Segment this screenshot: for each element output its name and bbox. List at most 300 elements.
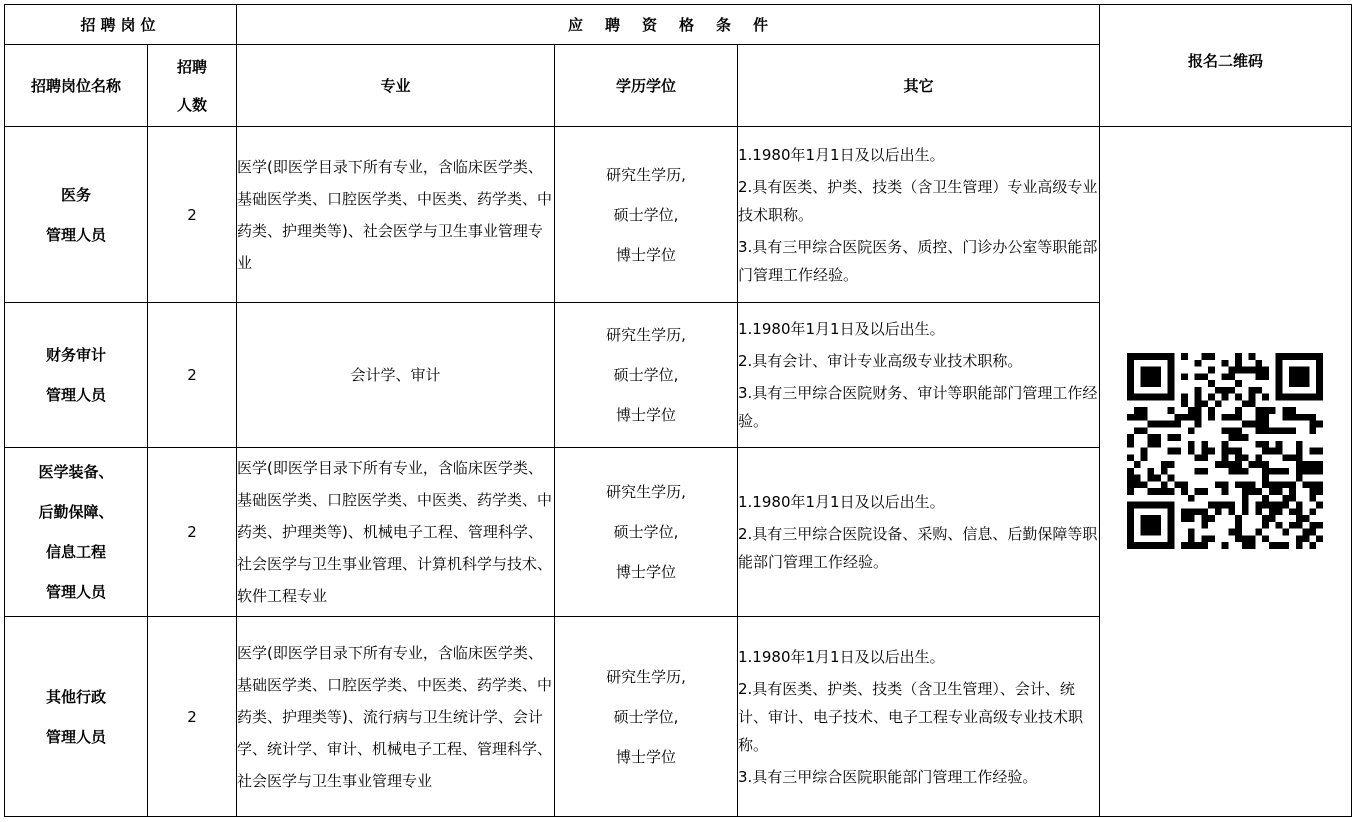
qr-module <box>1303 529 1310 536</box>
position-name-line: 医务 <box>60 185 91 204</box>
position-major: 会计学、审计 <box>237 303 555 448</box>
qr-module <box>1201 353 1208 360</box>
qr-module <box>1235 481 1242 488</box>
qr-module <box>1235 434 1242 441</box>
qr-module <box>1282 468 1289 475</box>
qr-module <box>1154 353 1161 360</box>
qr-module <box>1127 454 1134 461</box>
qr-module <box>1222 427 1229 434</box>
qr-module <box>1127 380 1134 387</box>
qr-module <box>1161 461 1168 468</box>
qr-module <box>1222 441 1229 448</box>
qr-module <box>1168 535 1175 542</box>
qr-module <box>1228 387 1235 394</box>
qr-module <box>1309 427 1316 434</box>
qr-module <box>1316 353 1323 360</box>
position-major: 医学(即医学目录下所有专业，含临床医学类、基础医学类、口腔医学类、中医类、药学类、中药类、护理类等)、机械电子工程、管理科学、社会医学与卫生事业管理、计算机科学与技术、软件工程专业 <box>237 448 555 617</box>
qr-module <box>1235 522 1242 529</box>
qr-module <box>1262 427 1269 434</box>
requirement-line: 3.具有三甲综合医院医务、质控、门诊办公室等职能部门管理工作经验。 <box>738 237 1098 284</box>
qr-module <box>1262 468 1269 475</box>
qr-module <box>1188 414 1195 421</box>
qr-module <box>1249 367 1256 374</box>
qr-module <box>1168 407 1175 414</box>
qr-module <box>1188 495 1195 502</box>
position-other <box>738 303 1100 448</box>
qr-module <box>1316 522 1323 529</box>
qr-module <box>1262 481 1269 488</box>
qr-module <box>1154 529 1161 536</box>
qr-module <box>1262 535 1269 542</box>
degree-line: 硕士学位, <box>613 205 679 224</box>
qr-module <box>1262 502 1269 509</box>
position-count: 2 <box>148 303 237 448</box>
requirement-line: 1.1980年1月1日及以后出生。 <box>738 493 945 511</box>
qr-module <box>1289 454 1296 461</box>
qr-module <box>1309 414 1316 421</box>
qr-module <box>1168 373 1175 380</box>
qr-module <box>1147 522 1154 529</box>
position-name <box>5 303 148 448</box>
qr-module <box>1242 400 1249 407</box>
degree-line: 硕士学位, <box>613 707 679 726</box>
qr-module <box>1242 481 1249 488</box>
qr-module <box>1262 373 1269 380</box>
qr-module <box>1141 542 1148 549</box>
qr-module <box>1316 387 1323 394</box>
qr-module <box>1168 461 1175 468</box>
qr-module <box>1249 542 1256 549</box>
qr-module <box>1147 367 1154 374</box>
qr-module <box>1303 468 1310 475</box>
qr-module <box>1316 481 1323 488</box>
degree-line: 研究生学历, <box>606 165 686 184</box>
qr-module <box>1276 360 1283 367</box>
qr-module <box>1168 421 1175 428</box>
qr-module <box>1188 508 1195 515</box>
position-name-line: 管理人员 <box>45 583 106 601</box>
qr-module <box>1127 387 1134 394</box>
qr-module <box>1154 488 1161 495</box>
qr-module <box>1296 380 1303 387</box>
qr-module <box>1208 353 1215 360</box>
qr-module <box>1316 461 1323 468</box>
qr-module <box>1215 400 1222 407</box>
qr-module <box>1296 448 1303 455</box>
qr-module <box>1154 434 1161 441</box>
degree-line: 研究生学历, <box>606 326 686 344</box>
requirement-line: 2.具有三甲综合医院设备、采购、信息、后勤保障等职能部门管理工作经验。 <box>738 525 1098 571</box>
qr-module <box>1134 407 1141 414</box>
qr-module <box>1262 515 1269 522</box>
qr-module <box>1303 394 1310 401</box>
qr-module <box>1127 360 1134 367</box>
qr-module <box>1188 441 1195 448</box>
qr-module <box>1222 448 1229 455</box>
qr-module <box>1269 407 1276 414</box>
header-qualification-group: 应聘资格条件 <box>237 5 1100 45</box>
qr-module <box>1316 488 1323 495</box>
position-degree <box>555 448 738 617</box>
qr-module <box>1147 515 1154 522</box>
qr-module <box>1161 502 1168 509</box>
registration-qr-code[interactable] <box>1127 353 1323 549</box>
qr-module <box>1154 373 1161 380</box>
requirement-line: 3.具有三甲综合医院财务、审计等职能部门管理工作经验。 <box>738 384 1098 430</box>
qr-module <box>1208 394 1215 401</box>
qr-module <box>1242 508 1249 515</box>
qr-module <box>1127 542 1134 549</box>
qr-module <box>1195 421 1202 428</box>
qr-module <box>1282 394 1289 401</box>
qr-module <box>1141 373 1148 380</box>
qr-module <box>1262 522 1269 529</box>
qr-module <box>1276 387 1283 394</box>
qr-module <box>1289 488 1296 495</box>
qr-module <box>1242 488 1249 495</box>
degree-line: 博士学位 <box>615 406 676 424</box>
qr-module <box>1262 414 1269 421</box>
qr-module <box>1168 529 1175 536</box>
qr-module <box>1262 461 1269 468</box>
qr-module <box>1316 502 1323 509</box>
qr-module <box>1141 427 1148 434</box>
qr-module <box>1303 373 1310 380</box>
qr-module <box>1316 421 1323 428</box>
qr-module <box>1147 488 1154 495</box>
qr-module <box>1235 454 1242 461</box>
qr-module <box>1154 441 1161 448</box>
qr-module <box>1181 414 1188 421</box>
qr-module <box>1161 421 1168 428</box>
qr-module <box>1316 367 1323 374</box>
qr-module <box>1296 475 1303 482</box>
qr-module <box>1161 353 1168 360</box>
qr-module <box>1262 448 1269 455</box>
qr-module <box>1168 488 1175 495</box>
qr-module <box>1249 421 1256 428</box>
position-name-line: 其他行政 <box>45 687 106 706</box>
qr-module <box>1195 394 1202 401</box>
qr-module <box>1195 488 1202 495</box>
qr-module <box>1215 508 1222 515</box>
qr-module <box>1262 441 1269 448</box>
qr-module <box>1276 488 1283 495</box>
qr-module <box>1181 400 1188 407</box>
qr-module <box>1242 434 1249 441</box>
qr-module <box>1174 434 1181 441</box>
qr-module <box>1262 407 1269 414</box>
qr-module <box>1309 488 1316 495</box>
qr-module <box>1228 373 1235 380</box>
qr-module <box>1262 475 1269 482</box>
qr-module <box>1215 387 1222 394</box>
header-col-degree: 学历学位 <box>555 45 738 127</box>
qr-module <box>1127 488 1134 495</box>
qr-module <box>1316 394 1323 401</box>
qr-module <box>1134 502 1141 509</box>
qr-module <box>1181 508 1188 515</box>
qr-module <box>1208 515 1215 522</box>
qr-module <box>1276 427 1283 434</box>
header-col-name: 招聘岗位名称 <box>5 45 148 127</box>
qr-module <box>1147 421 1154 428</box>
qr-module <box>1255 441 1262 448</box>
qr-module <box>1282 353 1289 360</box>
qr-module <box>1201 515 1208 522</box>
requirement-line: 1.1980年1月1日及以后出生。 <box>738 320 945 338</box>
qr-module <box>1228 367 1235 374</box>
qr-module <box>1228 468 1235 475</box>
qr-module <box>1201 468 1208 475</box>
qr-module <box>1276 542 1283 549</box>
qr-module <box>1168 522 1175 529</box>
qr-module <box>1289 481 1296 488</box>
qr-module <box>1141 454 1148 461</box>
qr-module <box>1282 407 1289 414</box>
qr-module <box>1269 468 1276 475</box>
qr-module <box>1195 373 1202 380</box>
qr-module <box>1282 414 1289 421</box>
qr-module <box>1262 495 1269 502</box>
qr-module <box>1228 448 1235 455</box>
qr-module <box>1222 454 1229 461</box>
degree-line: 研究生学历, <box>606 483 686 501</box>
position-count: 2 <box>148 617 237 817</box>
qr-module <box>1269 508 1276 515</box>
qr-module <box>1134 414 1141 421</box>
qr-module <box>1127 515 1134 522</box>
qr-module <box>1242 421 1249 428</box>
qr-module <box>1208 380 1215 387</box>
position-name <box>5 448 148 617</box>
qr-module <box>1296 515 1303 522</box>
position-major: 医学(即医学目录下所有专业，含临床医学类、基础医学类、口腔医学类、中医类、药学类、中药类、护理类等)、流行病与卫生统计学、会计学、统计学、审计、机械电子工程、管理科学、社会医学与卫生事业管理专业 <box>237 617 555 817</box>
header-col-count <box>148 45 237 127</box>
qr-module <box>1134 461 1141 468</box>
qr-module <box>1276 502 1283 509</box>
qr-module <box>1255 529 1262 536</box>
qr-module <box>1228 427 1235 434</box>
qr-module <box>1262 367 1269 374</box>
qr-module <box>1147 353 1154 360</box>
qr-module <box>1228 434 1235 441</box>
qr-module <box>1235 448 1242 455</box>
qr-module <box>1255 454 1262 461</box>
qr-module <box>1289 495 1296 502</box>
header-col-count-line1: 招聘 <box>176 57 207 76</box>
qr-module <box>1296 502 1303 509</box>
position-other <box>738 448 1100 617</box>
qr-module <box>1154 522 1161 529</box>
qr-module <box>1289 407 1296 414</box>
qr-module <box>1195 360 1202 367</box>
qr-module <box>1141 353 1148 360</box>
qr-module <box>1255 373 1262 380</box>
qr-module <box>1134 542 1141 549</box>
degree-line: 研究生学历, <box>606 667 686 686</box>
qr-module <box>1269 448 1276 455</box>
qr-module <box>1154 394 1161 401</box>
qr-module <box>1235 427 1242 434</box>
qr-module <box>1141 407 1148 414</box>
qr-module <box>1127 502 1134 509</box>
qr-module <box>1141 367 1148 374</box>
qr-module <box>1282 427 1289 434</box>
qr-module <box>1188 535 1195 542</box>
qr-module <box>1309 461 1316 468</box>
qr-module <box>1154 502 1161 509</box>
qr-module <box>1296 461 1303 468</box>
qr-module <box>1269 427 1276 434</box>
position-name <box>5 127 148 303</box>
qr-module <box>1309 508 1316 515</box>
qr-module <box>1208 407 1215 414</box>
qr-module <box>1161 468 1168 475</box>
qr-module <box>1168 515 1175 522</box>
qr-module <box>1316 360 1323 367</box>
qr-module <box>1289 394 1296 401</box>
qr-module <box>1255 367 1262 374</box>
qr-module <box>1255 502 1262 509</box>
qr-module <box>1147 502 1154 509</box>
position-name-line: 管理人员 <box>45 727 106 746</box>
qr-module <box>1208 535 1215 542</box>
qr-module <box>1161 488 1168 495</box>
qr-module <box>1255 407 1262 414</box>
qr-module <box>1181 353 1188 360</box>
qr-module <box>1242 468 1249 475</box>
qr-module <box>1127 441 1134 448</box>
qr-module <box>1269 488 1276 495</box>
position-degree <box>555 127 738 303</box>
qr-module <box>1168 434 1175 441</box>
qr-module <box>1208 414 1215 421</box>
qr-module <box>1154 380 1161 387</box>
qr-module <box>1282 454 1289 461</box>
qr-module <box>1316 380 1323 387</box>
qr-module <box>1141 529 1148 536</box>
qr-module <box>1147 475 1154 482</box>
position-count: 2 <box>148 127 237 303</box>
position-major: 医学(即医学目录下所有专业，含临床医学类、基础医学类、口腔医学类、中医类、药学类、中药类、护理类等)、社会医学与卫生事业管理专业 <box>237 127 555 303</box>
qr-module <box>1303 481 1310 488</box>
qr-module <box>1141 394 1148 401</box>
qr-module <box>1309 522 1316 529</box>
qr-module <box>1215 481 1222 488</box>
qr-module <box>1249 461 1256 468</box>
qr-module <box>1276 441 1283 448</box>
position-degree <box>555 617 738 817</box>
qr-module <box>1127 481 1134 488</box>
qr-module <box>1235 414 1242 421</box>
qr-module <box>1168 475 1175 482</box>
qr-module <box>1269 515 1276 522</box>
qr-module <box>1303 380 1310 387</box>
qr-module <box>1188 515 1195 522</box>
qr-module <box>1235 367 1242 374</box>
header-position-group: 招聘岗位 <box>5 5 237 45</box>
qr-module <box>1201 400 1208 407</box>
qr-module <box>1249 394 1256 401</box>
qr-module <box>1181 373 1188 380</box>
qr-module <box>1215 502 1222 509</box>
qr-module <box>1249 353 1256 360</box>
position-count: 2 <box>148 448 237 617</box>
qr-module <box>1296 468 1303 475</box>
qr-module <box>1276 468 1283 475</box>
qr-module <box>1228 414 1235 421</box>
qr-module <box>1228 502 1235 509</box>
qr-module <box>1282 495 1289 502</box>
qr-module <box>1242 367 1249 374</box>
qr-module <box>1309 448 1316 455</box>
qr-module <box>1127 475 1134 482</box>
qr-module <box>1201 373 1208 380</box>
qr-module <box>1127 468 1134 475</box>
qr-module <box>1309 468 1316 475</box>
position-name-line: 财务审计 <box>45 346 106 364</box>
qr-module <box>1296 394 1303 401</box>
header-col-other: 其它 <box>738 45 1100 127</box>
qr-module <box>1174 421 1181 428</box>
qr-module <box>1309 495 1316 502</box>
qr-module <box>1195 454 1202 461</box>
qr-module <box>1181 481 1188 488</box>
qr-module <box>1255 414 1262 421</box>
qr-module <box>1201 508 1208 515</box>
qr-module <box>1303 414 1310 421</box>
qr-module <box>1222 488 1229 495</box>
qr-module <box>1316 468 1323 475</box>
qr-module <box>1168 542 1175 549</box>
qr-module <box>1188 427 1195 434</box>
qr-module <box>1309 481 1316 488</box>
qr-module <box>1282 502 1289 509</box>
position-name-line: 后勤保障、 <box>38 503 114 521</box>
qr-module <box>1195 387 1202 394</box>
qr-module <box>1282 529 1289 536</box>
qr-module <box>1154 515 1161 522</box>
qr-module <box>1188 407 1195 414</box>
qr-module <box>1255 427 1262 434</box>
qr-module <box>1282 481 1289 488</box>
qr-module <box>1147 373 1154 380</box>
qr-module <box>1309 542 1316 549</box>
qr-module <box>1269 481 1276 488</box>
qr-module <box>1296 542 1303 549</box>
qr-module <box>1255 360 1262 367</box>
qr-module <box>1141 481 1148 488</box>
requirement-line: 1.1980年1月1日及以后出生。 <box>738 647 945 666</box>
qr-module <box>1249 535 1256 542</box>
qr-module <box>1235 468 1242 475</box>
qr-module <box>1289 414 1296 421</box>
qr-module <box>1255 387 1262 394</box>
qr-module <box>1201 441 1208 448</box>
degree-line: 博士学位 <box>615 747 676 766</box>
qr-module <box>1154 421 1161 428</box>
qr-module <box>1255 461 1262 468</box>
qr-module <box>1222 414 1229 421</box>
qr-module <box>1309 394 1316 401</box>
qr-module <box>1296 522 1303 529</box>
qr-module <box>1235 407 1242 414</box>
header-col-count-line2: 人数 <box>176 95 207 114</box>
qr-module <box>1181 515 1188 522</box>
position-name-line: 信息工程 <box>45 543 106 561</box>
qr-module <box>1127 434 1134 441</box>
